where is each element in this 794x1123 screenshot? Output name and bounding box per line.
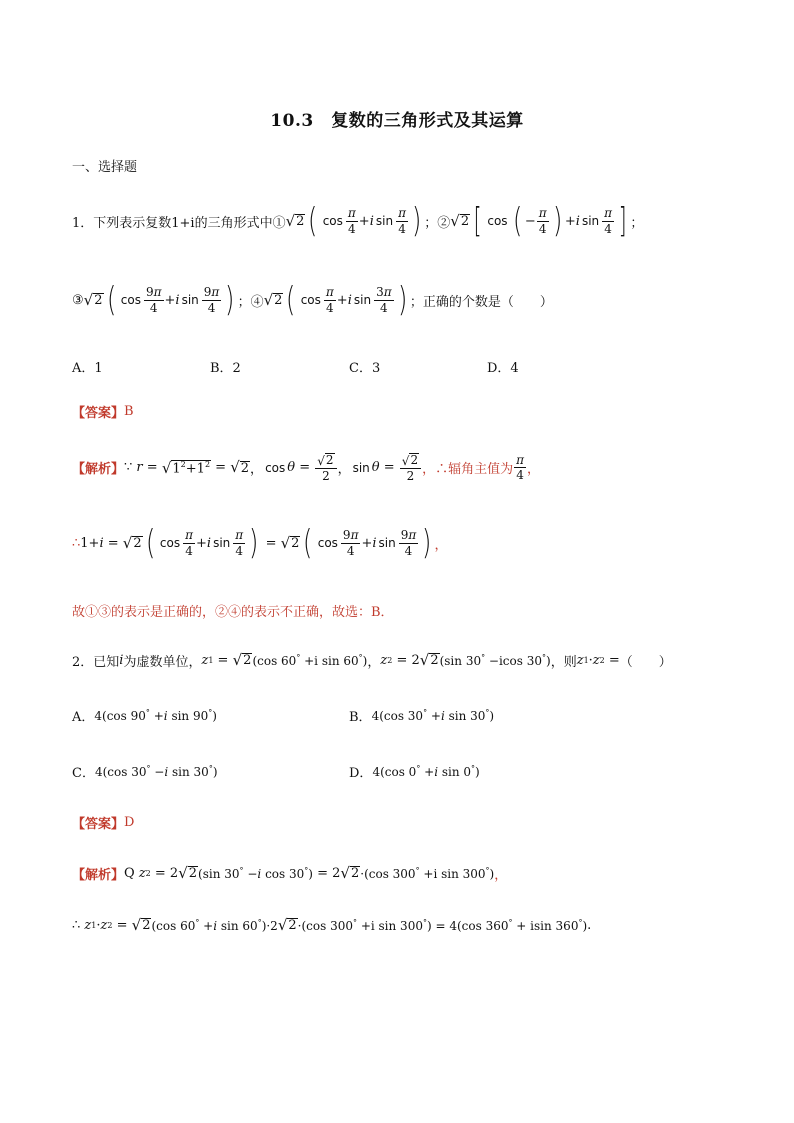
fraction: $\frac{\pi}{4}$ <box>185 528 193 558</box>
analysis-tag: 【解析】 <box>72 868 125 883</box>
period: . <box>587 918 592 933</box>
option-label: A． <box>72 710 95 725</box>
therefore-symbol: ∴ <box>72 918 81 933</box>
sqrt-expr: √ $1^2+1^2$ <box>161 458 211 477</box>
sqrt-2: √ 2 <box>277 916 297 934</box>
q2-answer <box>72 813 134 832</box>
q1-answer <box>72 402 134 421</box>
option-label: C． <box>72 766 95 781</box>
q1-suffix: ；正确的个数是（ ） <box>409 294 553 310</box>
q1-option-c[interactable]: C．3 <box>349 361 381 376</box>
fraction: $\frac{3\pi}{4}$ <box>376 285 392 315</box>
answer-value: B <box>124 404 134 419</box>
therefore-symbol: ∴ <box>72 535 81 551</box>
answer-tag: 【答案】 <box>72 817 125 832</box>
because-symbol: ∵ <box>124 460 133 476</box>
answer-value: D <box>124 815 135 830</box>
comma: ， <box>250 462 264 478</box>
fraction: $\frac{\pi}{4}$ <box>347 206 356 236</box>
q1-prefix: 1．下列表示复数1+i的三角形式中① <box>72 215 286 231</box>
q1-sep3: ；④ <box>237 294 264 310</box>
option-label: D． <box>349 766 373 781</box>
sqrt-2: √ 2 <box>263 290 283 309</box>
sqrt-2: √ 2 <box>340 864 360 882</box>
q1-stem-line2: ③ √ 2 ( cos $\frac{9\pi}{4}$ + i sin $\frac{9\pi}{4}$ ) ；④ √ 2 ( cos $\frac{\pi}{4}$ + i sin $\frac{3\pi}{4}$ ) ；正确的个数是（ ） <box>72 280 553 320</box>
q-symbol: Q <box>124 866 135 881</box>
sqrt-2: √ 2 <box>285 211 305 230</box>
sqrt-2: √ 2 <box>419 651 439 669</box>
q2-option-c[interactable]: C． 4(cos 30° −i sin 30°) <box>72 764 218 781</box>
fraction: $\frac{\pi}{4}$ <box>398 206 406 236</box>
q1-option-a[interactable]: A．1 <box>72 361 103 376</box>
option-label: B． <box>349 710 372 725</box>
q2-option-a[interactable]: A． 4(cos 90° +i sin 90°) <box>72 708 217 725</box>
sqrt-2: √ 2 <box>131 916 151 934</box>
fraction: √ 2 2 <box>400 453 421 483</box>
sqrt-2: √ 2 <box>450 211 470 230</box>
fraction: $\frac{9\pi}{4}$ <box>145 285 162 315</box>
q2-mid1: 为虚数单位， <box>123 655 202 670</box>
q1-stem-line1: 1．下列表示复数1+i的三角形式中① √ 2 ( cos $\frac{\pi}{4}$ + i sin $\frac{\pi}{4}$ ) ；② √ 2 [ cos ( − $\frac{\pi}{4}$ ) + i sin $\frac{\pi}{4}$ ] ； <box>72 201 644 241</box>
q1-option-d[interactable]: D．4 <box>487 361 519 376</box>
fraction: √ 2 2 <box>315 453 336 483</box>
sqrt-2: √ 2 <box>232 651 252 669</box>
sqrt-2: √ 2 <box>280 533 300 552</box>
q1-conclusion: 故①③的表示是正确的，②④的表示不正确，故选：B． <box>72 605 394 620</box>
fraction: $\frac{9\pi}{4}$ <box>400 528 417 558</box>
analysis-tag: 【解析】 <box>72 462 125 478</box>
q1-analysis-line2: ∴ 1+i = √ 2 ( cos $\frac{\pi}{4}$ + i sin $\frac{\pi}{4}$ ) = √ 2 ( cos $\frac{9\pi}{4}$ + i sin $\frac{9\pi}{4}$ ) ， <box>72 523 448 563</box>
fraction: $\frac{\pi}{4}$ <box>235 528 244 558</box>
section-heading: 一、选择题 <box>72 160 138 175</box>
q1-option-b[interactable]: B．2 <box>210 361 241 376</box>
fraction: $\frac{9\pi}{4}$ <box>203 285 220 315</box>
q1-circle3: ③ <box>72 292 84 308</box>
q2-mid3: ，则 <box>550 655 577 670</box>
fraction: $\frac{\pi}{4}$ <box>325 285 334 315</box>
sqrt-2: √ 2 <box>230 458 250 477</box>
q2-option-b[interactable]: B． 4(cos 30° +i sin 30°) <box>349 708 495 725</box>
fraction: $\frac{\pi}{4}$ <box>538 206 547 236</box>
answer-tag: 【答案】 <box>72 406 125 421</box>
page-title: 10.3 复数的三角形式及其运算 <box>270 111 524 131</box>
comma: ， <box>337 462 351 478</box>
comma: ， <box>526 462 540 478</box>
q2-suffix: （ ） <box>619 655 672 670</box>
q1-sep1: ；② <box>424 215 451 231</box>
sqrt-2: √ 2 <box>122 533 142 552</box>
comma: ， <box>494 868 508 883</box>
q1-analysis-line1: 【解析】 ∵ r = √ $1^2+1^2$ = √ 2 ， cos θ = √ 2 2 ， sin θ = √ 2 2 ，∴辐角主值为 $\frac{\pi}{4}$ ， <box>72 452 540 484</box>
q2-stem: 2．已知 i 为虚数单位， z 1 = √ 2 (cos 60° +i sin 60°) ， z 2 = 2 √ 2 (sin 30° −icos 30°) ，则 z 1 · z 2 = （ ） <box>72 651 672 670</box>
q2-analysis-line1: 【解析】 Q z 2 = 2 √ 2 (sin 30° −i cos 30°) = 2 √ 2 ·(cos 300° +i sin 300°) ， <box>72 864 508 883</box>
comma: ， <box>434 537 448 553</box>
fraction: $\frac{\pi}{4}$ <box>604 206 613 236</box>
q1-sep2: ； <box>630 215 644 231</box>
sqrt-2: √ 2 <box>83 290 103 309</box>
fraction: $\frac{\pi}{4}$ <box>516 452 524 483</box>
principal-arg-text: ，∴辐角主值为 <box>422 462 514 478</box>
q2-option-d[interactable]: D． 4(cos 0° +i sin 0°) <box>349 764 480 781</box>
comma: ， <box>367 655 381 670</box>
q2-prefix: 2．已知 <box>72 655 120 670</box>
sqrt-2: √ 2 <box>178 864 198 882</box>
q2-analysis-line2: ∴ z 1 · z 2 = √ 2 (cos 60° +i sin 60°)·2 √ 2 ·(cos 300° +i sin 300°) = 4(cos 360° + isin 360°) . <box>72 916 592 934</box>
fraction: $\frac{9\pi}{4}$ <box>342 528 359 558</box>
